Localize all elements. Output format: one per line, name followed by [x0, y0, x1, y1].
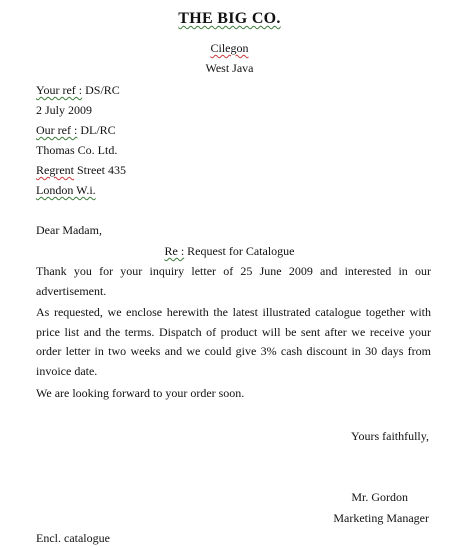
- body-paragraph-3: We are looking forward to your order soon.: [36, 386, 245, 400]
- recipient-street-word: Regrent: [36, 163, 74, 177]
- company-city-text: Cilegon: [210, 41, 249, 55]
- our-ref-label: Our ref :: [36, 123, 78, 137]
- recipient-name: Thomas Co. Ltd.: [36, 143, 118, 157]
- subject-line: [0, 243, 459, 259]
- complimentary-close: Yours faithfully,: [350, 429, 429, 443]
- body-paragraph-2: As requested, we enclose herewith the latest illustrated catalogue together with price list and the terms. Dispatch of product will be sent after we receive your order letter in two weeks and we could give 3% cash discount in 30 days from invoice date.: [36, 305, 431, 378]
- signatory-name: Mr. Gordon: [351, 490, 408, 504]
- company-city: [0, 40, 459, 56]
- subject-label: Re :: [164, 244, 185, 258]
- recipient-street: [36, 162, 126, 178]
- company-region: West Java: [205, 61, 254, 75]
- your-ref-label: Your ref :: [36, 83, 83, 97]
- recipient-street-rest: Street 435: [77, 163, 126, 177]
- enclosure-note: Encl. catalogue: [36, 531, 110, 545]
- letter-date: 2 July 2009: [36, 103, 93, 117]
- our-reference: [36, 122, 116, 138]
- company-name-text: THE BIG CO.: [178, 10, 281, 27]
- body-paragraph-1: Thank you for your inquiry letter of 25 June 2009 and interested in our advertisement.: [36, 264, 431, 298]
- subject-text: Request for Catalogue: [187, 244, 295, 258]
- your-ref-value: DS/RC: [85, 83, 120, 97]
- company-name: [0, 10, 459, 28]
- recipient-city: [36, 182, 96, 198]
- our-ref-value: DL/RC: [80, 123, 116, 137]
- recipient-city-text: London W.i.: [36, 183, 96, 197]
- signatory-title: Marketing Manager: [333, 511, 429, 525]
- your-reference: [36, 82, 120, 98]
- salutation: Dear Madam,: [36, 223, 102, 237]
